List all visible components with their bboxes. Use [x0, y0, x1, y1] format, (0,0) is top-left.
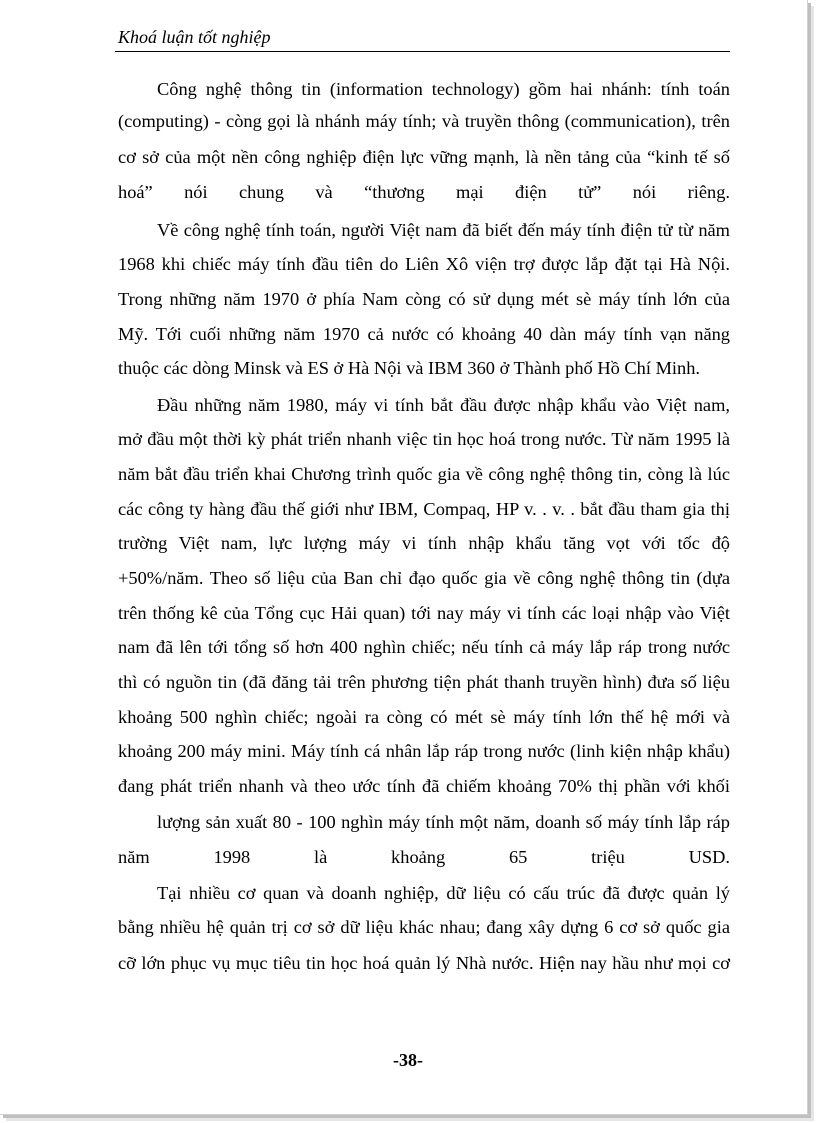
text-line: trường Việt nam, lực lượng máy vi tính nhập khẩu tăng vọt với tốc độ — [118, 533, 730, 553]
text-line: thì có nguồn tin (đã đăng tải trên phương tiện phát thanh truyền hình) đưa số liệu — [118, 672, 730, 692]
text-line: thuộc các dòng Minsk và ES ở Hà Nội và IBM 360 ở Thành phố Hồ Chí Minh. — [118, 358, 701, 378]
text-line: cơ sở của một nền công nghiệp điện lực vững mạnh, là nền tảng của “kinh tế số — [118, 147, 730, 167]
text-line: +50%/năm. Theo số liệu của Ban chỉ đạo quốc gia về công nghệ thông tin (dựa — [118, 568, 730, 588]
text-line: đang phát triển nhanh và theo ước tính đã chiếm khoảng 70% thị phần với khối — [118, 776, 730, 796]
text-line: Trong những năm 1970 ở phía Nam còng có sử dụng mét sè máy tính lớn của — [118, 289, 730, 309]
text-line: Công nghệ thông tin (information technology) gồm hai nhánh: tính toán — [157, 79, 730, 99]
text-line: Đầu những năm 1980, máy vi tính bắt đầu được nhập khẩu vào Việt nam, — [157, 395, 730, 415]
text-line: 1968 khi chiếc máy tính đầu tiên do Liên Xô viện trợ được lắp đặt tại Hà Nội. — [118, 254, 730, 274]
text-line: mở đầu một thời kỳ phát triển nhanh việc tin học hoá trong nước. Từ năm 1995 là — [118, 429, 730, 449]
header-title: Khoá luận tốt nghiệp — [118, 27, 271, 47]
text-line: Mỹ. Tới cuối những năm 1970 cả nước có khoảng 40 dàn máy tính vạn năng — [118, 324, 730, 344]
text-line: cỡ lớn phục vụ mục tiêu tin học hoá quản lý Nhà nước. Hiện nay hầu như mọi cơ — [118, 953, 730, 973]
header-rule — [115, 51, 730, 52]
text-line: Về công nghệ tính toán, người Việt nam đã biết đến máy tính điện tử từ năm — [157, 220, 730, 240]
text-line: trên thống kê của Tổng cục Hải quan) tới nay máy vi tính các loại nhập vào Việt — [118, 603, 730, 623]
text-line: khoảng 200 máy mini. Máy tính cá nhân lắp ráp trong nước (linh kiện nhập khẩu) — [118, 741, 730, 761]
page-number: -38- — [393, 1050, 423, 1070]
text-line: lượng sản xuất 80 - 100 nghìn máy tính một năm, doanh số máy tính lắp ráp — [157, 812, 730, 832]
text-line: năm bắt đầu triển khai Chương trình quốc gia về công nghệ thông tin, còng là lúc — [118, 464, 730, 484]
text-line: Tại nhiều cơ quan và doanh nghiệp, dữ liệu có cấu trúc đã được quản lý — [157, 883, 730, 903]
text-line: hoá” nói chung và “thương mại điện tử” nói riêng. — [118, 182, 730, 202]
text-line: (computing) - còng gọi là nhánh máy tính; và truyền thông (communication), trên — [118, 111, 730, 131]
text-line: nam đã lên tới tổng số hơn 400 nghìn chiếc; nếu tính cả máy lắp ráp trong nước — [118, 637, 730, 657]
text-line: năm 1998 là khoảng 65 triệu USD. — [118, 847, 730, 867]
text-line: các công ty hàng đầu thế giới như IBM, Compaq, HP v. . v. . bắt đầu tham gia thị — [118, 499, 730, 519]
text-line: khoảng 500 nghìn chiếc; ngoài ra còng có mét sè máy tính lớn thế hệ mới và — [118, 707, 730, 727]
text-line: bằng nhiều hệ quản trị cơ sở dữ liệu khác nhau; đang xây dựng 6 cơ sở quốc gia — [118, 917, 730, 937]
